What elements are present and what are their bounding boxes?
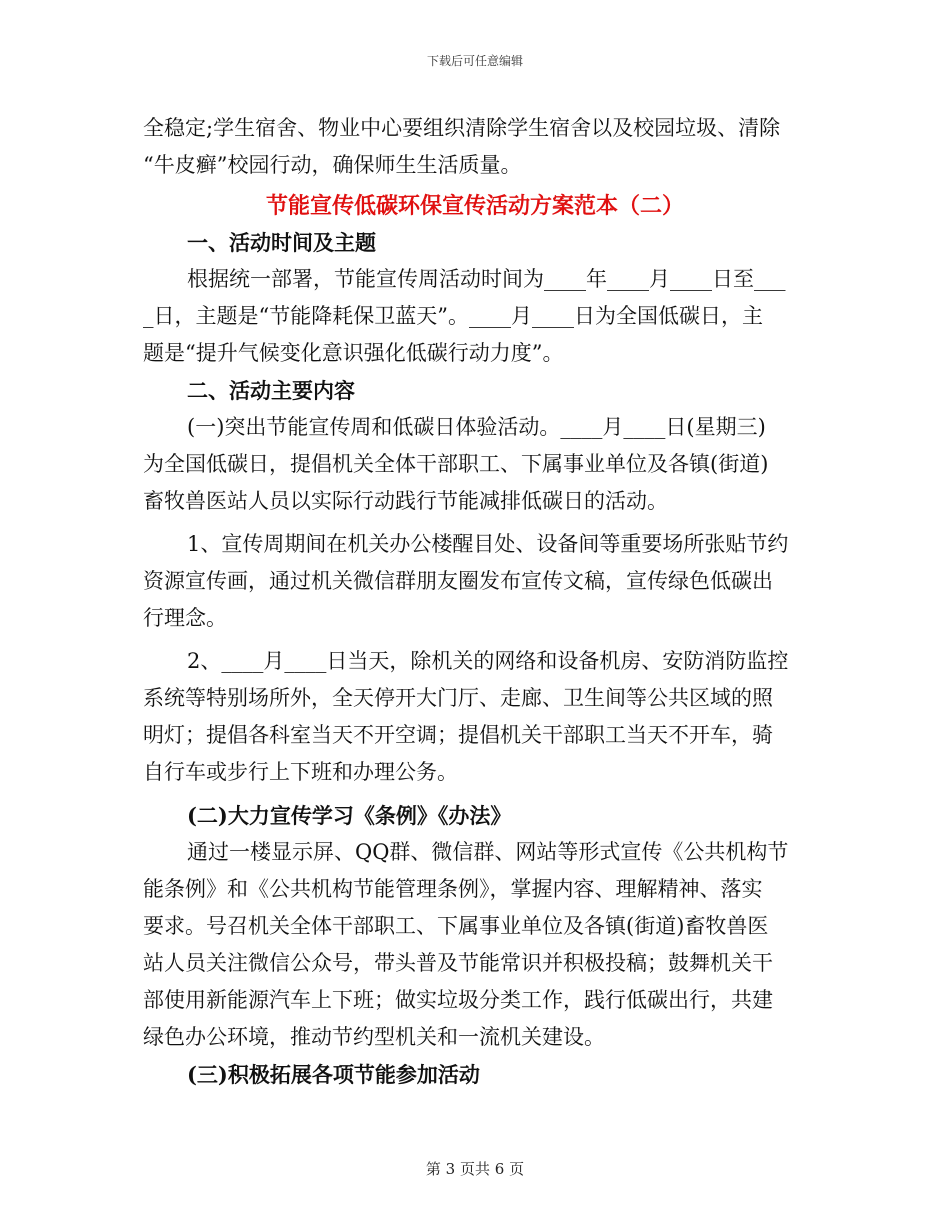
page-header: 下载后可任意编辑 bbox=[426, 54, 523, 68]
page-footer: 第 3 页共 6 页 bbox=[425, 1160, 525, 1178]
paragraph-line: 能条例》和《公共机构节能管理条例》，掌握内容、理解精神、落实 bbox=[143, 877, 763, 901]
paragraph-line: 行理念。 bbox=[143, 606, 227, 630]
paragraph-line: 根据统一部署，节能宣传周活动时间为____年____月____日至___ bbox=[187, 267, 786, 291]
paragraph-line: 资源宣传画，通过机关微信群朋友圈发布宣传文稿，宣传绿色低碳出 bbox=[143, 569, 773, 593]
heading-activity-time: 一、活动时间及主题 bbox=[187, 230, 376, 255]
paragraph-line: 自行车或步行上下班和办理公务。 bbox=[143, 760, 458, 784]
paragraph-line: 1、宣传周期间在机关办公楼醒目处、设备间等重要场所张贴节约 bbox=[187, 532, 789, 556]
document-body bbox=[143, 110, 807, 1093]
paragraph-line: 要求。号召机关全体干部职工、下属事业单位及各镇(街道)畜牧兽医 bbox=[143, 914, 769, 938]
section-title: 节能宣传低碳环保宣传活动方案范本（二） bbox=[265, 193, 684, 219]
heading-promote-regulations: (二)大力宣传学习《条例》《办法》 bbox=[187, 803, 512, 828]
paragraph-line: 站人员关注微信公众号，带头普及节能常识并积极投稿；鼓舞机关干 bbox=[143, 951, 773, 975]
paragraph-line: “牛皮癣”校园行动，确保师生生活质量。 bbox=[143, 153, 522, 177]
paragraph-line: 绿色办公环境，推动节约型机关和一流机关建设。 bbox=[143, 1025, 605, 1049]
paragraph-line: 题是“提升气候变化意识强化低碳行动力度”。 bbox=[143, 341, 564, 365]
paragraph-line: 部使用新能源汽车上下班；做实垃圾分类工作，践行低碳出行，共建 bbox=[143, 988, 773, 1012]
paragraph-line: 2、____月____日当天，除机关的网络和设备机房、安防消防监控 bbox=[187, 649, 789, 673]
heading-energy-activities: (三)积极拓展各项节能参加活动 bbox=[187, 1062, 480, 1087]
paragraph-line: 为全国低碳日，提倡机关全体干部职工、下属事业单位及各镇(街道) bbox=[143, 452, 769, 476]
paragraph-line: 明灯；提倡各科室当天不开空调；提倡机关干部职工当天不开车，骑 bbox=[143, 723, 773, 747]
paragraph-line: 通过一楼显示屏、QQ群、微信群、网站等形式宣传《公共机构节 bbox=[187, 840, 789, 864]
heading-activity-content: 二、活动主要内容 bbox=[187, 378, 355, 403]
paragraph-line: 畜牧兽医站人员以实际行动践行节能减排低碳日的活动。 bbox=[143, 489, 668, 513]
paragraph-line: _日，主题是“节能降耗保卫蓝天”。____月____日为全国低碳日，主 bbox=[143, 304, 763, 328]
paragraph-line: 系统等特别场所外，全天停开大门厅、走廊、卫生间等公共区域的照 bbox=[143, 686, 773, 710]
paragraph-line: (一)突出节能宣传周和低碳日体验活动。____月____日(星期三) bbox=[187, 415, 766, 439]
paragraph-line: 全稳定;学生宿舍、物业中心要组织清除学生宿舍以及校园垃圾、清除 bbox=[143, 116, 781, 140]
